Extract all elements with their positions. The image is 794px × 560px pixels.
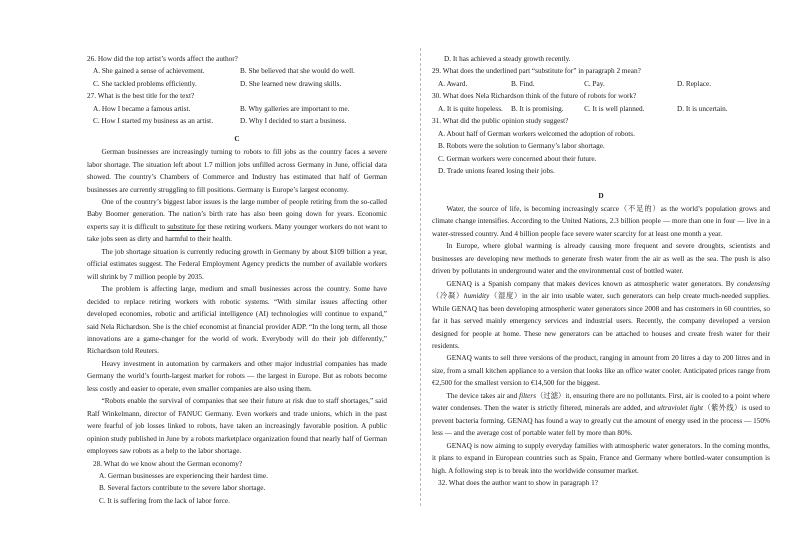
option-29b: B. Find. xyxy=(511,79,535,88)
option-27a: A. How I became a famous artist. xyxy=(93,104,191,113)
column-divider xyxy=(420,48,421,506)
left-column xyxy=(87,53,387,507)
section-d-heading: D xyxy=(598,191,604,200)
passage-c-paragraph-1: German businesses are increasingly turning to robots to fill jobs as the country faces a severe labor shortage. The situation left about 1.7 million jobs unfilled across Germany in June, official data showed. The country’s Chambers of Commerce and Industry has estimated that half of German businesses are currently struggling to fill positions. Germany is Europe’s largest economy. xyxy=(87,148,387,194)
option-30a: A. It is quite hopeless. xyxy=(438,104,503,113)
option-28d: D. It has achieved a steady growth recently. xyxy=(444,55,571,63)
term-ultraviolet-light: ultraviolet light xyxy=(657,404,704,413)
option-30c: C. It is well planned. xyxy=(584,104,645,113)
option-26b: B. She believed that she would do well. xyxy=(240,67,355,76)
option-31b: B. Robots were the solution to Germany’s labor shortage. xyxy=(438,142,605,151)
term-filters: filters xyxy=(519,391,537,400)
option-27c: C. How I started my business as an artist. xyxy=(93,117,214,126)
paragraph-5-text-middle: （过滤）it, ensuring there are no pollutants. First, air is cooled to a point where water condenses. Then the water is strictly filtered, minerals are added, and xyxy=(432,391,770,413)
question-29-stem: 29. What does the underlined part “substitute for” in paragraph 2 mean? xyxy=(432,67,641,76)
paragraph-3-text-end: （湿度）in the air into usable water, such generators can help create much-needed supplies. While GENAQ has been developing atmospheric water generators since 2008 and has customers in 60 countries, so far it has served mainly emergency services and industrial users. Recently, the company developed a version designed for people at home. These new generators can be attached to houses and create fresh water for their residents. xyxy=(432,292,770,350)
question-28-stem: 28. What do we know about the German economy? xyxy=(93,459,243,468)
question-32-stem: 32. What does the author want to show in paragraph 1? xyxy=(438,478,598,487)
paragraph-2-text-end: these retiring workers. Many younger workers do not want to take jobs seen as dirty and harmful to their health. xyxy=(87,222,387,244)
option-29c: C. Pay. xyxy=(584,79,605,88)
option-26a: A. She gained a sense of achievement. xyxy=(93,67,205,76)
paragraph-3-text-start: GENAQ is a Spanish company that makes devices known as atmospheric water generators. By xyxy=(446,279,737,288)
option-28b: B. Several factors contribute to the severe labor shortage. xyxy=(99,484,266,493)
option-30b: B. It is promising. xyxy=(511,104,564,113)
paragraph-2-text-start: One of the country’s biggest labor issues is the large number of people retiring from the so-called Baby Boomer generation. The nation’s birth rate has also been going down for years. Economic experts say it is difficult to xyxy=(87,197,387,231)
term-condensing: condensing xyxy=(736,279,770,288)
option-28c: C. It is suffering from the lack of labor force. xyxy=(99,496,230,505)
passage-c-paragraph-3: The job shortage situation is currently reducing growth in Germany by about $109 billion a year, official estimates suggest. The Federal Employment Agency predicts the number of available workers will shrink by 7 million people by 2035. xyxy=(87,247,387,281)
question-27-options-cd xyxy=(87,115,387,127)
option-26c: C. She tackled problems efficiently. xyxy=(93,79,197,88)
option-27d: D. Why I decided to start a business. xyxy=(240,117,347,126)
question-26-options-ab xyxy=(87,65,387,77)
passage-c-paragraph-6: “Robots enable the survival of companies that see their future at risk due to staff shortages,” said Ralf Winkelmann, director of FANUC Germany. Even workers and trade unions, which in the past were fearful of job losses linked to robots, have taken an increasingly favorable position. A public opinion study published in June by a robots marketplace organization found that nearly half of German employees saw robots as a help to the labor shortage. xyxy=(87,397,387,456)
paragraph-5-text-end: （紫外线）is used to prevent bacteria forming. GENAQ has found a way to greatly cut the amount of energy used in the process — 150% less — and the average cost of portable water fell by more than 80%. xyxy=(432,404,770,438)
question-29-options xyxy=(432,78,770,90)
right-column xyxy=(432,53,770,489)
question-27-stem: 27. What is the best title for the text? xyxy=(87,92,195,101)
passage-d-paragraph-3 xyxy=(432,278,770,353)
option-27b: B. Why galleries are important to me. xyxy=(240,104,350,113)
question-30-stem: 30. What does Nela Richardson think of the future of robots for work? xyxy=(432,92,637,101)
passage-c-paragraph-2 xyxy=(87,196,387,246)
option-29a: A. Award. xyxy=(438,79,468,88)
underlined-phrase: substitute for xyxy=(167,222,206,231)
passage-d-paragraph-4: GENAQ wants to sell three versions of the product, ranging in amount from 20 litres a day to 200 litres and in size, from a small kitchen appliance to a version that looks like an office water cooler. Anticipated prices range from €2,500 for the smallest version to €14,500 for the biggest. xyxy=(432,354,770,388)
section-c-heading: C xyxy=(234,134,240,143)
option-31d: D. Trade unions feared losing their jobs. xyxy=(438,167,555,176)
passage-d-paragraph-6: GENAQ is now aiming to supply everyday families with atmospheric water generators. In the coming months, it plans to expand in European countries such as Spain, France and Germany where bottled-water consumption is high. A following step is to break into the worldwide consumer market. xyxy=(432,441,770,475)
option-28a: A. German businesses are experiencing their hardest time. xyxy=(99,471,268,480)
gloss-condensing: （冷凝） xyxy=(432,292,464,301)
question-30-options xyxy=(432,103,770,115)
question-27-options-ab xyxy=(87,103,387,115)
passage-d-paragraph-1: Water, the source of life, is becoming increasingly scarce（不足的）as the world’s population grows and climate change intensifies. According to the United Nations, 2.3 billion people — more than one in four — live in a water-stressed country. And 4 billion people face severe water scarcity for at least one month a year. xyxy=(432,204,770,238)
option-31c: C. German workers were concerned about their future. xyxy=(438,154,597,163)
paragraph-5-text-start: The device takes air and xyxy=(446,391,520,400)
passage-c-paragraph-5: Heavy investment in automation by carmakers and other major industrial companies has made Germany the world’s fourth-largest market for robots — the largest in Europe. But as robots become less costly and easier to operate, even smaller companies are also using them. xyxy=(87,359,387,393)
passage-c-paragraph-4: The problem is affecting large, medium and small businesses across the country. Some have decided to replace retiring workers with robotic systems. “With similar issues affecting other developed economies, robotic and artificial intelligence (AI) technologies will continue to expand,” said Nela Richardson. She is the chief economist at financial provider ADP. “In the long term, all those innovations are a game-changer for the world of work. Everybody will do their job differently,” Richardson told Reuters. xyxy=(87,285,387,356)
option-26d: D. She learned new drawing skills. xyxy=(240,79,342,88)
option-31a: A. About half of German workers welcomed the adoption of robots. xyxy=(438,129,635,138)
option-29d: D. Replace. xyxy=(677,79,712,88)
question-26-stem: 26. How did the top artist’s words affect the author? xyxy=(87,55,238,63)
question-26-options-cd xyxy=(87,78,387,90)
term-humidity: humidity xyxy=(463,292,490,301)
question-31-stem: 31. What did the public opinion study suggest? xyxy=(432,117,569,126)
passage-d-paragraph-5 xyxy=(432,390,770,440)
passage-d-paragraph-2: In Europe, where global warming is already causing more frequent and severe droughts, scientists and businesses are developing new methods to generate fresh water from the air as well as the sea. The push is also driven by pollutants in underground water and the environmental cost of bottled water. xyxy=(432,242,770,276)
option-30d: D. It is uncertain. xyxy=(677,104,728,113)
